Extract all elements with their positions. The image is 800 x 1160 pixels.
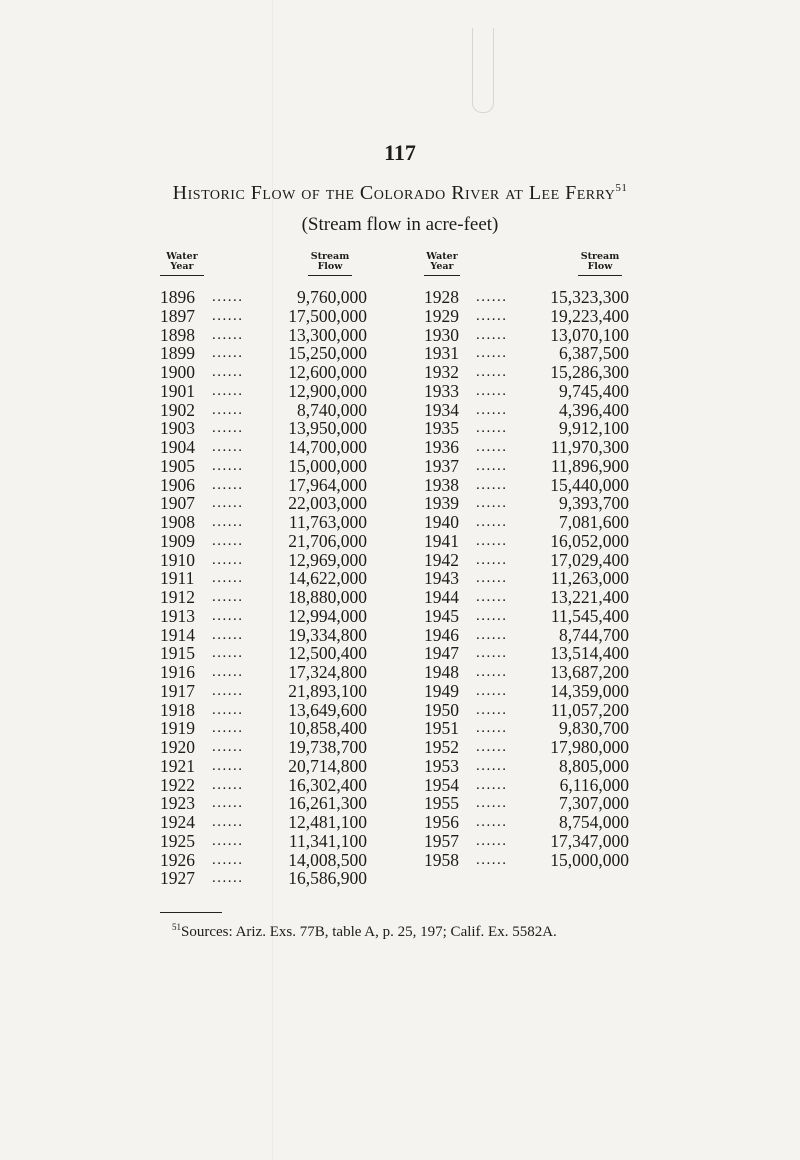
paper-clip-mark bbox=[472, 28, 494, 113]
dot-leader: ...... bbox=[212, 645, 244, 662]
water-year: 1909 bbox=[160, 530, 195, 551]
table-title bbox=[0, 182, 800, 205]
stream-flow: 12,600,000 bbox=[288, 362, 367, 382]
dot-leader: ...... bbox=[476, 851, 508, 868]
stream-flow: 15,440,000 bbox=[550, 474, 629, 495]
water-year: 1925 bbox=[160, 830, 195, 851]
stream-flow: 12,900,000 bbox=[288, 380, 367, 401]
table-row bbox=[424, 832, 629, 851]
stream-flow: 7,307,000 bbox=[559, 793, 629, 814]
stream-flow: 12,481,100 bbox=[288, 812, 367, 832]
table-row bbox=[160, 794, 367, 813]
dot-leader: ...... bbox=[212, 776, 244, 793]
stream-flow: 14,622,000 bbox=[288, 568, 367, 589]
water-year: 1920 bbox=[160, 737, 195, 757]
table-row bbox=[160, 701, 367, 720]
dot-leader: ...... bbox=[212, 420, 244, 437]
water-year: 1958 bbox=[424, 849, 459, 870]
header-line: Flow bbox=[317, 261, 343, 272]
dot-leader: ...... bbox=[212, 832, 244, 849]
stream-flow: 9,760,000 bbox=[297, 287, 367, 307]
water-year: 1932 bbox=[424, 362, 459, 382]
dot-leader: ...... bbox=[476, 664, 508, 680]
water-year: 1946 bbox=[424, 624, 459, 645]
table-row bbox=[160, 382, 367, 401]
stream-flow: 9,912,100 bbox=[559, 418, 629, 439]
water-year: 1939 bbox=[424, 493, 459, 514]
footnote bbox=[172, 922, 557, 941]
dot-leader: ...... bbox=[212, 364, 244, 380]
stream-flow: 21,893,100 bbox=[288, 680, 367, 701]
water-year: 1907 bbox=[160, 493, 195, 514]
header-line: Flow bbox=[587, 261, 613, 272]
stream-flow: 12,994,000 bbox=[288, 605, 367, 626]
table-row bbox=[160, 438, 367, 457]
dot-leader: ...... bbox=[476, 776, 508, 793]
stream-flow: 15,250,000 bbox=[288, 343, 367, 364]
stream-flow: 13,514,400 bbox=[550, 643, 629, 664]
water-year: 1922 bbox=[160, 774, 195, 795]
header-line: Stream bbox=[580, 251, 620, 262]
table-row bbox=[160, 682, 367, 701]
dot-leader: ...... bbox=[212, 757, 244, 774]
table-row bbox=[160, 419, 367, 438]
stream-flow: 17,324,800 bbox=[288, 662, 367, 682]
right-data-column bbox=[424, 288, 629, 869]
dot-leader: ...... bbox=[212, 289, 244, 305]
table-row bbox=[160, 363, 367, 382]
water-year: 1904 bbox=[160, 437, 195, 457]
stream-flow: 16,052,000 bbox=[550, 530, 629, 551]
water-year: 1908 bbox=[160, 512, 195, 532]
stream-flow: 20,714,800 bbox=[288, 755, 367, 776]
table-row bbox=[424, 419, 629, 438]
water-year: 1921 bbox=[160, 755, 195, 776]
water-year: 1936 bbox=[424, 437, 459, 457]
table-row bbox=[424, 532, 629, 551]
stream-flow: 9,745,400 bbox=[559, 380, 629, 401]
header-line: Year bbox=[430, 261, 454, 272]
footnote-rule bbox=[160, 912, 222, 913]
stream-flow: 8,740,000 bbox=[297, 399, 367, 420]
dot-leader: ...... bbox=[476, 832, 508, 849]
water-year: 1955 bbox=[424, 793, 459, 814]
stream-flow: 19,334,800 bbox=[288, 624, 367, 645]
dot-leader: ...... bbox=[476, 532, 508, 549]
stream-flow: 14,700,000 bbox=[288, 437, 367, 457]
dot-leader: ...... bbox=[212, 570, 244, 587]
table-row bbox=[424, 344, 629, 363]
water-year: 1905 bbox=[160, 455, 195, 476]
stream-flow: 11,896,900 bbox=[550, 455, 629, 476]
dot-leader: ...... bbox=[476, 814, 508, 830]
table-row bbox=[160, 738, 367, 757]
dot-leader: ...... bbox=[212, 514, 244, 530]
water-year: 1948 bbox=[424, 662, 459, 682]
dot-leader: ...... bbox=[476, 457, 508, 474]
water-year: 1924 bbox=[160, 812, 195, 832]
table-row bbox=[424, 851, 629, 870]
stream-flow: 8,744,700 bbox=[559, 624, 629, 645]
water-year: 1926 bbox=[160, 849, 195, 870]
water-year: 1930 bbox=[424, 324, 459, 345]
table-row bbox=[160, 851, 367, 870]
dot-leader: ...... bbox=[476, 307, 508, 324]
stream-flow: 15,323,300 bbox=[550, 287, 629, 307]
header-line: Water bbox=[426, 251, 458, 262]
water-year: 1952 bbox=[424, 737, 459, 757]
stream-flow: 17,347,000 bbox=[550, 830, 629, 851]
table-row bbox=[424, 382, 629, 401]
stream-flow: 16,302,400 bbox=[288, 774, 367, 795]
stream-flow: 12,500,400 bbox=[288, 643, 367, 664]
dot-leader: ...... bbox=[212, 495, 244, 512]
table-row bbox=[160, 551, 367, 570]
stream-flow: 19,223,400 bbox=[550, 305, 629, 326]
stream-flow: 10,858,400 bbox=[288, 718, 367, 739]
water-year: 1903 bbox=[160, 418, 195, 439]
table-row bbox=[160, 288, 367, 307]
water-year: 1910 bbox=[160, 549, 195, 570]
dot-leader: ...... bbox=[212, 439, 244, 455]
stream-flow: 4,396,400 bbox=[559, 399, 629, 420]
table-row bbox=[424, 494, 629, 513]
dot-leader: ...... bbox=[212, 326, 244, 343]
dot-leader: ...... bbox=[476, 645, 508, 662]
header-line: Stream bbox=[310, 251, 350, 262]
header-line: Year bbox=[170, 261, 194, 272]
dot-leader: ...... bbox=[212, 532, 244, 549]
water-year: 1954 bbox=[424, 774, 459, 795]
dot-leader: ...... bbox=[212, 720, 244, 737]
table-row bbox=[424, 757, 629, 776]
table-row bbox=[160, 776, 367, 795]
water-year: 1900 bbox=[160, 362, 195, 382]
dot-leader: ...... bbox=[212, 795, 244, 812]
table-row bbox=[424, 719, 629, 738]
header-water-year-left bbox=[160, 252, 204, 276]
table-row bbox=[160, 869, 367, 888]
table-row bbox=[424, 738, 629, 757]
dot-leader: ...... bbox=[212, 401, 244, 418]
stream-flow: 13,687,200 bbox=[550, 662, 629, 682]
stream-flow: 11,970,300 bbox=[550, 437, 629, 457]
stream-flow: 17,029,400 bbox=[550, 549, 629, 570]
dot-leader: ...... bbox=[476, 401, 508, 418]
dot-leader: ...... bbox=[212, 457, 244, 474]
dot-leader: ...... bbox=[212, 589, 244, 605]
dot-leader: ...... bbox=[476, 326, 508, 343]
table-row bbox=[160, 626, 367, 645]
table-row bbox=[424, 607, 629, 626]
table-row bbox=[424, 307, 629, 326]
dot-leader: ...... bbox=[212, 664, 244, 680]
table-row bbox=[160, 326, 367, 345]
dot-leader: ...... bbox=[476, 476, 508, 493]
water-year: 1916 bbox=[160, 662, 195, 682]
table-row bbox=[424, 663, 629, 682]
table-row bbox=[424, 363, 629, 382]
dot-leader: ...... bbox=[212, 551, 244, 568]
stream-flow: 14,359,000 bbox=[550, 680, 629, 701]
header-rule bbox=[578, 275, 622, 276]
stream-flow: 13,070,100 bbox=[550, 324, 629, 345]
water-year: 1935 bbox=[424, 418, 459, 439]
table-row bbox=[424, 682, 629, 701]
dot-leader: ...... bbox=[476, 364, 508, 380]
stream-flow: 9,830,700 bbox=[559, 718, 629, 739]
stream-flow: 17,500,000 bbox=[288, 305, 367, 326]
stream-flow: 17,964,000 bbox=[288, 474, 367, 495]
water-year: 1934 bbox=[424, 399, 459, 420]
stream-flow: 6,387,500 bbox=[559, 343, 629, 364]
water-year: 1951 bbox=[424, 718, 459, 739]
table-row bbox=[160, 588, 367, 607]
table-row bbox=[424, 644, 629, 663]
dot-leader: ...... bbox=[476, 439, 508, 455]
water-year: 1915 bbox=[160, 643, 195, 664]
stream-flow: 13,950,000 bbox=[288, 418, 367, 439]
water-year: 1950 bbox=[424, 699, 459, 720]
dot-leader: ...... bbox=[212, 701, 244, 718]
dot-leader: ...... bbox=[476, 720, 508, 737]
dot-leader: ...... bbox=[476, 382, 508, 399]
stream-flow: 11,057,200 bbox=[550, 699, 629, 720]
water-year: 1940 bbox=[424, 512, 459, 532]
water-year: 1949 bbox=[424, 680, 459, 701]
table-row bbox=[160, 344, 367, 363]
title-footnote-ref: 51 bbox=[615, 182, 628, 194]
table-row bbox=[424, 626, 629, 645]
stream-flow: 15,000,000 bbox=[288, 455, 367, 476]
dot-leader: ...... bbox=[476, 495, 508, 512]
table-row bbox=[160, 476, 367, 495]
dot-leader: ...... bbox=[212, 851, 244, 868]
table-row bbox=[424, 457, 629, 476]
footnote-number: 51 bbox=[172, 922, 181, 932]
dot-leader: ...... bbox=[476, 570, 508, 587]
water-year: 1901 bbox=[160, 380, 195, 401]
table-row bbox=[160, 719, 367, 738]
table-title-text: Historic Flow of the Colorado River at Lee Ferry bbox=[172, 182, 616, 204]
dot-leader: ...... bbox=[212, 382, 244, 399]
table-row bbox=[160, 663, 367, 682]
water-year: 1927 bbox=[160, 868, 195, 889]
table-row bbox=[424, 401, 629, 420]
water-year: 1898 bbox=[160, 324, 195, 345]
stream-flow: 13,649,600 bbox=[288, 699, 367, 720]
dot-leader: ...... bbox=[476, 551, 508, 568]
water-year: 1931 bbox=[424, 343, 459, 364]
stream-flow: 16,261,300 bbox=[288, 793, 367, 814]
dot-leader: ...... bbox=[476, 739, 508, 755]
dot-leader: ...... bbox=[476, 345, 508, 362]
water-year: 1929 bbox=[424, 305, 459, 326]
header-rule bbox=[308, 275, 352, 276]
dot-leader: ...... bbox=[476, 607, 508, 624]
water-year: 1912 bbox=[160, 587, 195, 607]
stream-flow: 22,003,000 bbox=[288, 493, 367, 514]
water-year: 1902 bbox=[160, 399, 195, 420]
stream-flow: 14,008,500 bbox=[288, 849, 367, 870]
table-row bbox=[424, 288, 629, 307]
table-subtitle: (Stream flow in acre-feet) bbox=[301, 214, 499, 235]
stream-flow: 11,341,100 bbox=[288, 830, 367, 851]
water-year: 1918 bbox=[160, 699, 195, 720]
water-year: 1941 bbox=[424, 530, 459, 551]
water-year: 1943 bbox=[424, 568, 459, 589]
table-row bbox=[160, 832, 367, 851]
stream-flow: 21,706,000 bbox=[288, 530, 367, 551]
table-row bbox=[160, 307, 367, 326]
table-row bbox=[424, 588, 629, 607]
dot-leader: ...... bbox=[476, 589, 508, 605]
dot-leader: ...... bbox=[476, 420, 508, 437]
water-year: 1938 bbox=[424, 474, 459, 495]
table-row bbox=[160, 757, 367, 776]
table-row bbox=[160, 569, 367, 588]
stream-flow: 6,116,000 bbox=[559, 774, 629, 795]
water-year: 1906 bbox=[160, 474, 195, 495]
header-rule bbox=[424, 275, 460, 276]
dot-leader: ...... bbox=[476, 701, 508, 718]
left-data-column bbox=[160, 288, 367, 888]
dot-leader: ...... bbox=[212, 607, 244, 624]
stream-flow: 11,545,400 bbox=[550, 605, 629, 626]
dot-leader: ...... bbox=[212, 870, 244, 887]
page-number: 117 bbox=[384, 140, 416, 165]
stream-flow: 19,738,700 bbox=[288, 737, 367, 757]
header-water-year-right bbox=[424, 252, 460, 276]
stream-flow: 13,300,000 bbox=[288, 324, 367, 345]
water-year: 1928 bbox=[424, 287, 459, 307]
water-year: 1953 bbox=[424, 755, 459, 776]
stream-flow: 15,000,000 bbox=[550, 849, 629, 870]
table-row bbox=[160, 644, 367, 663]
dot-leader: ...... bbox=[212, 345, 244, 362]
stream-flow: 9,393,700 bbox=[559, 493, 629, 514]
stream-flow: 17,980,000 bbox=[550, 737, 629, 757]
stream-flow: 8,754,000 bbox=[559, 812, 629, 832]
table-row bbox=[424, 513, 629, 532]
table-row bbox=[424, 794, 629, 813]
water-year: 1923 bbox=[160, 793, 195, 814]
table-row bbox=[424, 701, 629, 720]
water-year: 1942 bbox=[424, 549, 459, 570]
water-year: 1896 bbox=[160, 287, 195, 307]
table-row bbox=[424, 776, 629, 795]
table-row bbox=[424, 551, 629, 570]
dot-leader: ...... bbox=[212, 476, 244, 493]
table-row bbox=[424, 569, 629, 588]
water-year: 1947 bbox=[424, 643, 459, 664]
water-year: 1917 bbox=[160, 680, 195, 701]
water-year: 1933 bbox=[424, 380, 459, 401]
dot-leader: ...... bbox=[476, 795, 508, 812]
table-row bbox=[424, 813, 629, 832]
water-year: 1897 bbox=[160, 305, 195, 326]
table-row bbox=[160, 494, 367, 513]
stream-flow: 12,969,000 bbox=[288, 549, 367, 570]
table-row bbox=[424, 438, 629, 457]
dot-leader: ...... bbox=[476, 757, 508, 774]
water-year: 1911 bbox=[160, 568, 195, 589]
water-year: 1957 bbox=[424, 830, 459, 851]
water-year: 1914 bbox=[160, 624, 195, 645]
stream-flow: 16,586,900 bbox=[288, 868, 367, 889]
dot-leader: ...... bbox=[212, 626, 244, 643]
dot-leader: ...... bbox=[476, 289, 508, 305]
stream-flow: 11,763,000 bbox=[288, 512, 367, 532]
dot-leader: ...... bbox=[212, 682, 244, 699]
water-year: 1913 bbox=[160, 605, 195, 626]
stream-flow: 18,880,000 bbox=[288, 587, 367, 607]
water-year: 1956 bbox=[424, 812, 459, 832]
water-year: 1944 bbox=[424, 587, 459, 607]
footnote-text: Sources: Ariz. Exs. 77B, table A, p. 25, 197; Calif. Ex. 5582A. bbox=[181, 924, 557, 940]
header-stream-flow-right bbox=[578, 252, 622, 276]
water-year: 1899 bbox=[160, 343, 195, 364]
table-row bbox=[424, 326, 629, 345]
table-row bbox=[160, 532, 367, 551]
header-line: Water bbox=[166, 251, 198, 262]
dot-leader: ...... bbox=[476, 682, 508, 699]
stream-flow: 8,805,000 bbox=[559, 755, 629, 776]
stream-flow: 11,263,000 bbox=[550, 568, 629, 589]
dot-leader: ...... bbox=[476, 514, 508, 530]
dot-leader: ...... bbox=[212, 814, 244, 830]
table-row bbox=[160, 607, 367, 626]
water-year: 1919 bbox=[160, 718, 195, 739]
stream-flow: 13,221,400 bbox=[550, 587, 629, 607]
dot-leader: ...... bbox=[212, 739, 244, 755]
header-stream-flow-left bbox=[308, 252, 352, 276]
header-rule bbox=[160, 275, 204, 276]
table-row bbox=[160, 813, 367, 832]
water-year: 1945 bbox=[424, 605, 459, 626]
stream-flow: 7,081,600 bbox=[559, 512, 629, 532]
dot-leader: ...... bbox=[212, 307, 244, 324]
dot-leader: ...... bbox=[476, 626, 508, 643]
table-row bbox=[160, 513, 367, 532]
stream-flow: 15,286,300 bbox=[550, 362, 629, 382]
table-row bbox=[160, 457, 367, 476]
water-year: 1937 bbox=[424, 455, 459, 476]
table-row bbox=[424, 476, 629, 495]
table-row bbox=[160, 401, 367, 420]
